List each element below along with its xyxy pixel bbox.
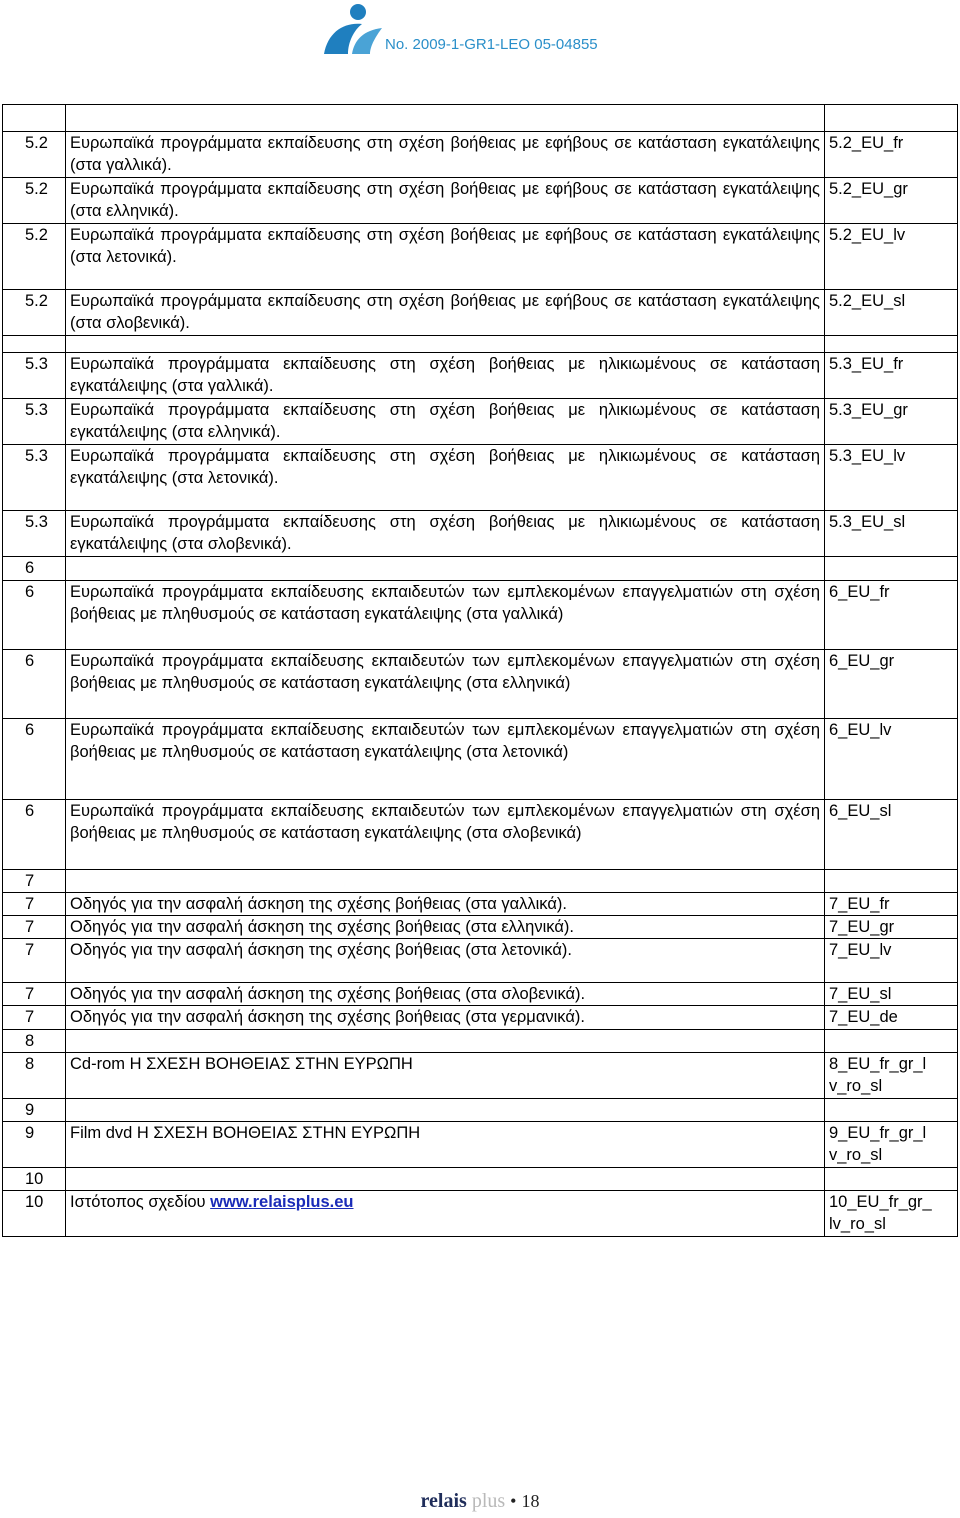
website-link[interactable]: www.relaisplus.eu — [210, 1193, 354, 1211]
row-code: 5.3_EU_fr — [825, 353, 958, 399]
table-row — [3, 1006, 958, 1030]
table-row — [3, 1099, 958, 1122]
row-code — [825, 336, 958, 353]
row-code — [825, 1030, 958, 1053]
row-description — [66, 1030, 825, 1053]
row-number: 7 — [3, 870, 66, 893]
table-row — [3, 650, 958, 719]
row-description: Ευρωπαϊκά προγράμματα εκπαίδευσης στη σχέση βοήθειας με εφήβους σε κατάσταση εγκατάλειψης (στα ελληνικά). — [66, 178, 825, 224]
page-footer — [0, 1490, 960, 1513]
row-description: Οδηγός για την ασφαλή άσκηση της σχέσης βοήθειας (στα γαλλικά). — [66, 893, 825, 916]
row-number: 7 — [3, 939, 66, 983]
row-number: 6 — [3, 581, 66, 650]
table-row — [3, 399, 958, 445]
row-number: 5.3 — [3, 511, 66, 557]
row-description — [66, 336, 825, 353]
table-row — [3, 870, 958, 893]
table-row — [3, 336, 958, 353]
row-number: 9 — [3, 1099, 66, 1122]
row-description: Ευρωπαϊκά προγράμματα εκπαίδευσης στη σχέση βοήθειας με εφήβους σε κατάσταση εγκατάλειψης (στα σλοβενικά). — [66, 290, 825, 336]
row-description: Ευρωπαϊκά προγράμματα εκπαίδευσης στη σχέση βοήθειας με ηλικιωμένους σε κατάσταση εγκατάλειψης (στα σλοβενικά). — [66, 511, 825, 557]
row-description: Ευρωπαϊκά προγράμματα εκπαίδευσης στη σχέση βοήθειας με ηλικιωμένους σε κατάσταση εγκατάλειψης (στα λετονικά). — [66, 445, 825, 511]
row-number — [3, 105, 66, 132]
table-row — [3, 1030, 958, 1053]
row-number: 9 — [3, 1122, 66, 1168]
row-number: 10 — [3, 1191, 66, 1237]
footer-brand-plus: plus — [471, 1490, 506, 1512]
table-row — [3, 1168, 958, 1191]
row-description — [66, 1099, 825, 1122]
row-description: Οδηγός για την ασφαλή άσκηση της σχέσης βοήθειας (στα γερμανικά). — [66, 1006, 825, 1030]
row-description: Ευρωπαϊκά προγράμματα εκπαίδευσης στη σχέση βοήθειας με ηλικιωμένους σε κατάσταση εγκατάλειψης (στα γαλλικά). — [66, 353, 825, 399]
row-code: 6_EU_fr — [825, 581, 958, 650]
row-code: 10_EU_fr_gr_ lv_ro_sl — [825, 1191, 958, 1237]
project-number: No. 2009-1-GR1-LEO 05-04855 — [385, 36, 598, 53]
project-logo — [318, 2, 388, 56]
row-description: Film dvd Η ΣΧΕΣΗ ΒΟΗΘΕΙΑΣ ΣΤΗΝ ΕΥΡΩΠΗ — [66, 1122, 825, 1168]
row-description — [66, 1168, 825, 1191]
row-description: Cd-rom Η ΣΧΕΣΗ ΒΟΗΘΕΙΑΣ ΣΤΗΝ ΕΥΡΩΠΗ — [66, 1053, 825, 1099]
row-code — [825, 1168, 958, 1191]
row-code: 5.2_EU_sl — [825, 290, 958, 336]
table-row — [3, 290, 958, 336]
row-code: 7_EU_de — [825, 1006, 958, 1030]
footer-bullet: • — [510, 1491, 517, 1511]
row-code: 7_EU_gr — [825, 916, 958, 939]
row-number: 5.2 — [3, 132, 66, 178]
table-row — [3, 893, 958, 916]
row-number: 6 — [3, 800, 66, 870]
row-description: Ευρωπαϊκά προγράμματα εκπαίδευσης εκπαιδευτών των εμπλεκομένων επαγγελματιών στη σχέση βοήθειας με πληθυσμούς σε κατάσταση εγκατάλειψης (στα λετονικά) — [66, 719, 825, 800]
row-number: 7 — [3, 893, 66, 916]
table-row — [3, 939, 958, 983]
row-code: 5.3_EU_sl — [825, 511, 958, 557]
row-number: 5.3 — [3, 399, 66, 445]
row-number: 5.2 — [3, 290, 66, 336]
table-row — [3, 1191, 958, 1237]
row-description: Οδηγός για την ασφαλή άσκηση της σχέσης βοήθειας (στα ελληνικά). — [66, 916, 825, 939]
row-description: Ευρωπαϊκά προγράμματα εκπαίδευσης εκπαιδευτών των εμπλεκομένων επαγγελματιών στη σχέση βοήθειας με πληθυσμούς σε κατάσταση εγκατάλειψης (στα ελληνικά) — [66, 650, 825, 719]
row-code — [825, 557, 958, 581]
row-description — [66, 1191, 825, 1237]
row-description — [66, 557, 825, 581]
row-number: 5.2 — [3, 224, 66, 290]
row-code: 6_EU_gr — [825, 650, 958, 719]
relais-plus-logo-icon — [318, 2, 388, 56]
table-row — [3, 353, 958, 399]
row-code: 5.2_EU_gr — [825, 178, 958, 224]
row-description: Ευρωπαϊκά προγράμματα εκπαίδευσης εκπαιδευτών των εμπλεκομένων επαγγελματιών στη σχέση βοήθειας με πληθυσμούς σε κατάσταση εγκατάλειψης (στα σλοβενικά) — [66, 800, 825, 870]
table-row — [3, 719, 958, 800]
row-description — [66, 105, 825, 132]
row-description: Οδηγός για την ασφαλή άσκηση της σχέσης βοήθειας (στα λετονικά). — [66, 939, 825, 983]
row-number: 6 — [3, 650, 66, 719]
table-row — [3, 581, 958, 650]
row-number: 5.3 — [3, 353, 66, 399]
table-row — [3, 132, 958, 178]
row-code: 5.3_EU_gr — [825, 399, 958, 445]
table-row — [3, 511, 958, 557]
table-row — [3, 916, 958, 939]
table-row — [3, 1053, 958, 1099]
table-row — [3, 224, 958, 290]
row-code: 7_EU_lv — [825, 939, 958, 983]
row-description — [66, 870, 825, 893]
row-code: 9_EU_fr_gr_l v_ro_sl — [825, 1122, 958, 1168]
row-number: 7 — [3, 983, 66, 1006]
row-number: 10 — [3, 1168, 66, 1191]
footer-brand: relais — [420, 1490, 467, 1512]
row-description: Ευρωπαϊκά προγράμματα εκπαίδευσης εκπαιδευτών των εμπλεκομένων επαγγελματιών στη σχέση βοήθειας με πληθυσμούς σε κατάσταση εγκατάλειψης (στα γαλλικά) — [66, 581, 825, 650]
table-row — [3, 178, 958, 224]
row-number — [3, 336, 66, 353]
row-number: 8 — [3, 1030, 66, 1053]
row-code: 6_EU_sl — [825, 800, 958, 870]
row-number: 7 — [3, 1006, 66, 1030]
row-description: Ευρωπαϊκά προγράμματα εκπαίδευσης στη σχέση βοήθειας με εφήβους σε κατάσταση εγκατάλειψης (στα λετονικά). — [66, 224, 825, 290]
row-number: 5.2 — [3, 178, 66, 224]
table-row — [3, 557, 958, 581]
table-row — [3, 105, 958, 132]
row-code — [825, 105, 958, 132]
row-code: 5.2_EU_fr — [825, 132, 958, 178]
row-code: 6_EU_lv — [825, 719, 958, 800]
row-code — [825, 870, 958, 893]
row-number: 8 — [3, 1053, 66, 1099]
row-description: Ευρωπαϊκά προγράμματα εκπαίδευσης στη σχέση βοήθειας με ηλικιωμένους σε κατάσταση εγκατάλειψης (στα ελληνικά). — [66, 399, 825, 445]
row-code: 8_EU_fr_gr_l v_ro_sl — [825, 1053, 958, 1099]
row-description: Ευρωπαϊκά προγράμματα εκπαίδευσης στη σχέση βοήθειας με εφήβους σε κατάσταση εγκατάλειψης (στα γαλλικά). — [66, 132, 825, 178]
deliverables-table — [2, 104, 958, 1237]
row-code: 7_EU_fr — [825, 893, 958, 916]
row-number: 5.3 — [3, 445, 66, 511]
description-text: Ιστότοπος σχεδίου — [70, 1193, 211, 1211]
row-number: 6 — [3, 557, 66, 581]
table-row — [3, 1122, 958, 1168]
row-code: 5.3_EU_lv — [825, 445, 958, 511]
table-row — [3, 445, 958, 511]
page-number: 18 — [521, 1491, 540, 1511]
table-row — [3, 800, 958, 870]
row-number: 7 — [3, 916, 66, 939]
table-row — [3, 983, 958, 1006]
row-code: 7_EU_sl — [825, 983, 958, 1006]
row-code: 5.2_EU_lv — [825, 224, 958, 290]
row-code — [825, 1099, 958, 1122]
row-description: Οδηγός για την ασφαλή άσκηση της σχέσης βοήθειας (στα σλοβενικά). — [66, 983, 825, 1006]
row-number: 6 — [3, 719, 66, 800]
